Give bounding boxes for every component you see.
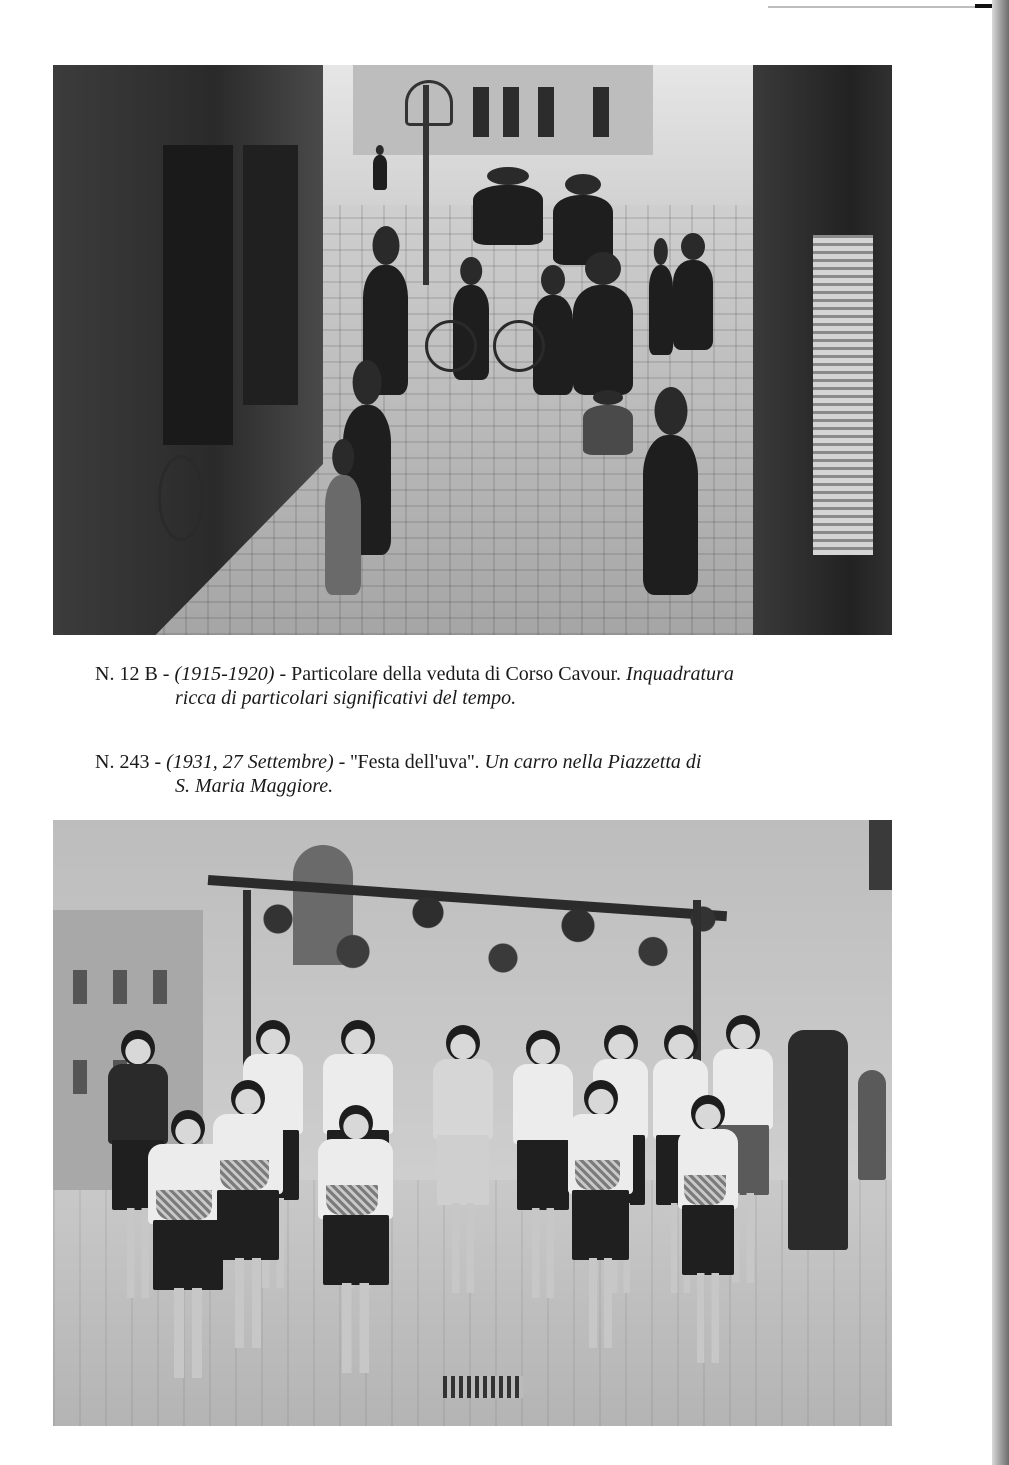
window bbox=[473, 87, 489, 137]
far-building bbox=[353, 65, 653, 155]
legs bbox=[589, 1258, 612, 1348]
legs bbox=[452, 1203, 474, 1293]
photo-corso-cavour bbox=[53, 65, 892, 635]
caption-italic-text: ricca di particolari significativi del tempo. bbox=[175, 687, 517, 709]
head bbox=[121, 1030, 155, 1066]
head bbox=[604, 1025, 638, 1061]
caption-243 bbox=[95, 750, 855, 798]
photo-festa-dell-uva bbox=[53, 820, 892, 1426]
window bbox=[503, 87, 519, 137]
caption-separator: - bbox=[333, 751, 351, 773]
head bbox=[691, 1095, 725, 1131]
girl bbox=[513, 1030, 573, 1330]
shop-sign bbox=[869, 820, 892, 890]
legs bbox=[127, 1208, 149, 1298]
head bbox=[256, 1020, 290, 1056]
shop-door bbox=[163, 145, 233, 445]
grape-basket bbox=[220, 1160, 269, 1190]
head bbox=[664, 1025, 698, 1061]
man-in-suit bbox=[788, 1030, 848, 1250]
skirt bbox=[323, 1215, 389, 1285]
caption-italic-text: S. Maria Maggiore. bbox=[175, 775, 334, 797]
caption-italic-text: Un carro nella Piazzetta di bbox=[484, 751, 702, 773]
skirt bbox=[572, 1190, 629, 1260]
caption-italic-text: Inquadratura bbox=[626, 663, 734, 685]
caption-number: N. 243 - bbox=[95, 751, 167, 773]
head bbox=[231, 1080, 265, 1116]
skirt bbox=[517, 1140, 570, 1210]
window bbox=[73, 970, 87, 1004]
window bbox=[538, 87, 554, 137]
crowd bbox=[473, 185, 543, 245]
caption-12b bbox=[95, 662, 855, 710]
caption-separator: - bbox=[274, 663, 292, 685]
head bbox=[171, 1110, 205, 1146]
head bbox=[584, 1080, 618, 1116]
head bbox=[526, 1030, 560, 1066]
girl-with-basket bbox=[318, 1105, 393, 1385]
legs bbox=[697, 1273, 719, 1363]
caption-date: (1931, 27 Settembre) bbox=[166, 751, 334, 773]
grape-basket bbox=[326, 1185, 379, 1215]
girl-with-basket bbox=[568, 1080, 633, 1340]
boy bbox=[858, 1070, 886, 1180]
scan-page-edge bbox=[992, 0, 1009, 1465]
blouse bbox=[513, 1064, 573, 1144]
bicycle-wheel bbox=[493, 320, 545, 372]
caption-text: Particolare della veduta di Corso Cavour. bbox=[291, 663, 627, 685]
boy bbox=[325, 475, 361, 595]
barrow bbox=[583, 405, 633, 455]
window bbox=[73, 1060, 87, 1094]
legs bbox=[235, 1258, 260, 1348]
legs bbox=[174, 1288, 203, 1378]
bicycle-wheel bbox=[425, 320, 477, 372]
skirt bbox=[682, 1205, 735, 1275]
man-with-hat bbox=[643, 435, 698, 595]
legs bbox=[532, 1208, 554, 1298]
grape-vine-foliage bbox=[228, 880, 728, 1010]
caption-number: N. 12 B - bbox=[95, 663, 175, 685]
street-lamp-head bbox=[405, 80, 453, 126]
page-top-rule bbox=[768, 6, 992, 8]
legs bbox=[342, 1283, 369, 1373]
window bbox=[153, 970, 167, 1004]
girl-with-hat bbox=[433, 1025, 493, 1325]
pedestrian bbox=[649, 265, 673, 355]
grape-basket bbox=[575, 1160, 621, 1190]
dress bbox=[433, 1059, 493, 1139]
pedestrian bbox=[373, 155, 387, 190]
pedestrian bbox=[673, 260, 713, 350]
cart-wheel bbox=[158, 455, 204, 541]
grape-basket bbox=[684, 1175, 726, 1205]
head bbox=[446, 1025, 480, 1061]
shop-door bbox=[243, 145, 298, 405]
drain-grate bbox=[443, 1376, 523, 1398]
window bbox=[593, 87, 609, 137]
head bbox=[339, 1105, 373, 1141]
window-shutter bbox=[813, 235, 873, 555]
skirt bbox=[217, 1190, 279, 1260]
skirt bbox=[437, 1135, 490, 1205]
girl-with-basket bbox=[213, 1080, 283, 1350]
head bbox=[341, 1020, 375, 1056]
window bbox=[113, 970, 127, 1004]
head bbox=[726, 1015, 760, 1051]
caption-text: ''Festa dell'uva''. bbox=[350, 751, 485, 773]
grape-basket bbox=[156, 1190, 212, 1220]
girl-with-basket bbox=[678, 1095, 738, 1345]
pedestrian bbox=[573, 285, 633, 395]
caption-date: (1915-1920) bbox=[174, 663, 275, 685]
